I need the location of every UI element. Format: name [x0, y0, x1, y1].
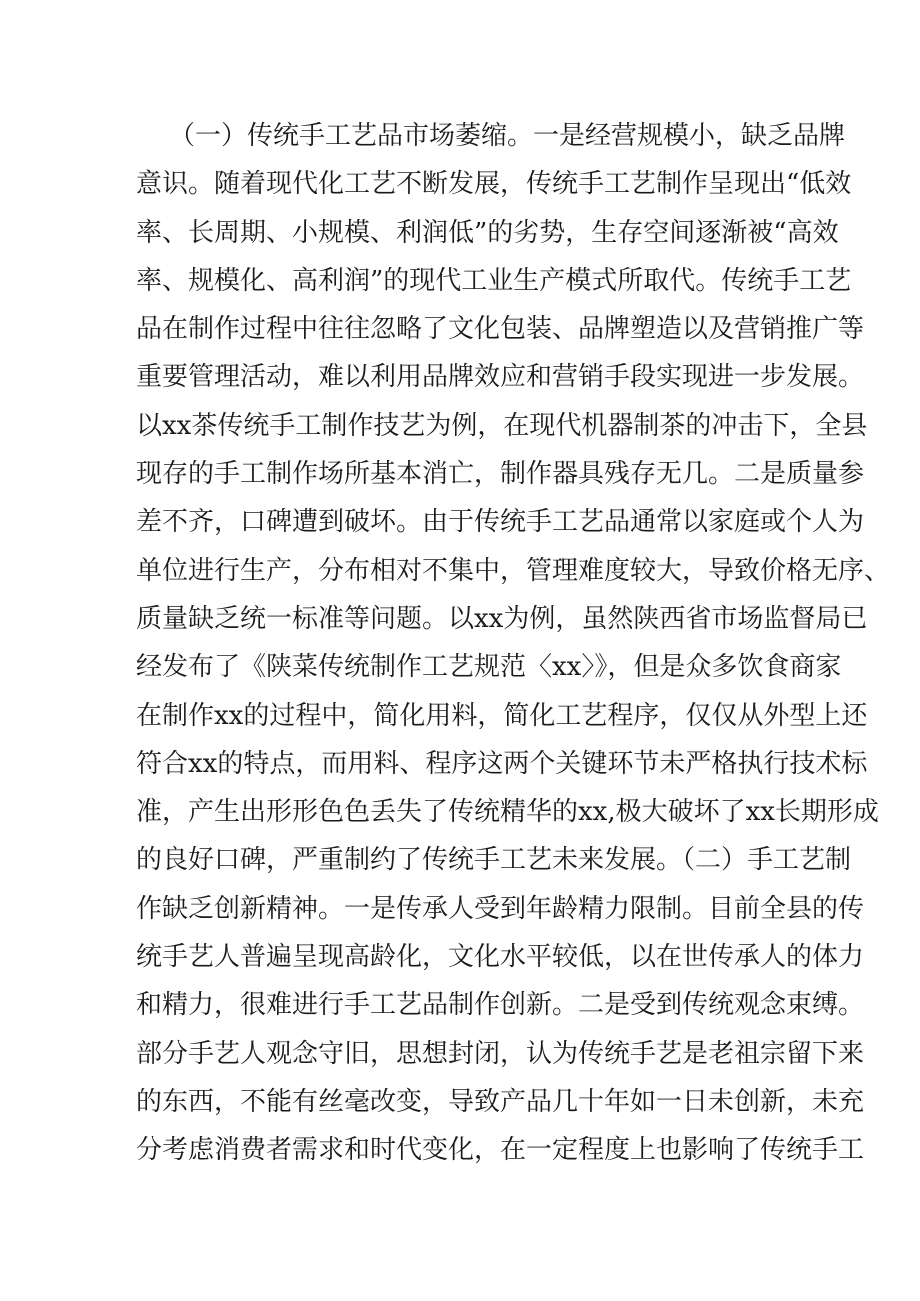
- text-line: 率、长周期、小规模、利润低”的劣势，生存空间逐渐被“高效: [136, 217, 839, 248]
- text-line: 的东西，不能有丝毫改变，导致产品几十年如一日未创新，未充: [136, 1086, 865, 1117]
- text-line: 差不齐，口碑遭到破坏。由于传统手工艺品通常以家庭或个人为: [136, 507, 865, 538]
- text-line: 率、规模化、高利润”的现代工业生产模式所取代。传统手工艺: [136, 265, 852, 296]
- text-line: 现存的手工制作场所基本消亡，制作器具残存无几。二是质量参: [136, 459, 865, 490]
- text-line: 的良好口碑，严重制约了传统手工艺未来发展。（二）手工艺制: [136, 845, 852, 876]
- text-line: 品在制作过程中往往忽略了文化包装、品牌塑造以及营销推广等: [136, 314, 865, 345]
- text-line: 符合xx的特点，而用料、程序这两个关键环节未严格执行技术标: [136, 748, 868, 779]
- text-line: 分考虑消费者需求和时代变化，在一定程度上也影响了传统手工: [136, 1135, 865, 1166]
- text-line: 质量缺乏统一标准等问题。以xx为例，虽然陕西省市场监督局已: [136, 603, 868, 634]
- text-line: 单位进行生产，分布相对不集中，管理难度较大，导致价格无序、: [136, 555, 891, 586]
- text-line: （一）传统手工艺品市场萎缩。一是经营规模小，缺乏品牌: [136, 121, 846, 151]
- text-line: 意识。随着现代化工艺不断发展，传统手工艺制作呈现出“低效: [136, 169, 852, 200]
- text-line: 和精力，很难进行手工艺品制作创新。二是受到传统观念束缚。: [136, 990, 865, 1021]
- body-paragraph: [136, 112, 891, 1175]
- text-line: 部分手艺人观念守旧，思想封闭，认为传统手艺是老祖宗留下来: [136, 1038, 865, 1069]
- text-line: 准，产生出形形色色丢失了传统精华的xx,极大破坏了xx长期形成: [136, 797, 879, 828]
- text-line: 作缺乏创新精神。一是传承人受到年龄精力限制。目前全县的传: [136, 893, 865, 924]
- text-line: 以xx茶传统手工制作技艺为例，在现代机器制茶的冲击下，全县: [136, 410, 868, 441]
- text-line: 统手艺人普遍呈现高龄化，文化水平较低，以在世传承人的体力: [136, 942, 865, 973]
- text-line: 经发布了《陕菜传统制作工艺规范〈xx〉》，但是众多饮食商家: [136, 652, 842, 683]
- text-line: 在制作xx的过程中，简化用料，简化工艺程序，仅仅从外型上还: [136, 700, 868, 731]
- text-line: 重要管理活动，难以利用品牌效应和营销手段实现进一步发展。: [136, 362, 865, 393]
